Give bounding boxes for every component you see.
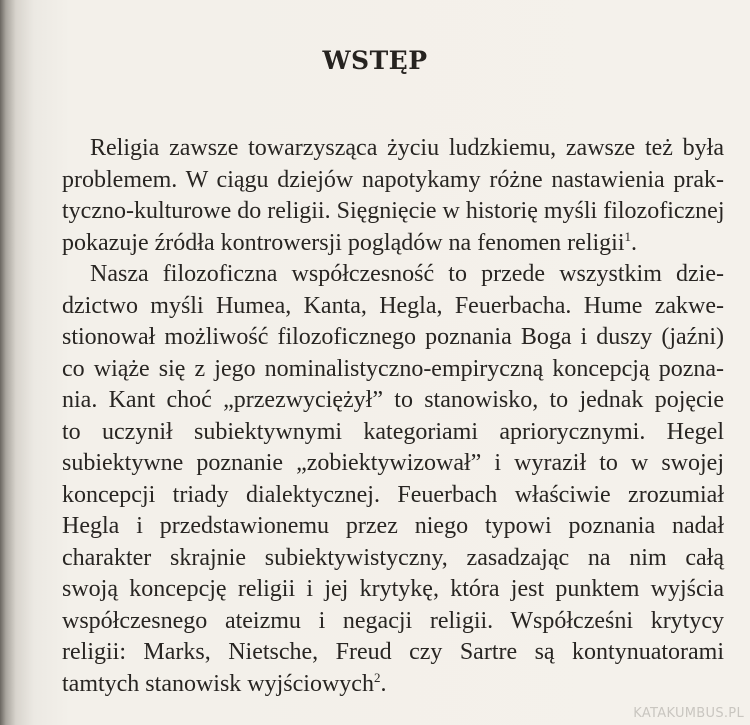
text-line: co wiąże się z jego nominalistyczno-empiryczną koncepcją pozna- [62,355,724,382]
text-line: problemem. W ciągu dziejów napotykamy różne nastawienia prak- [62,166,724,193]
text-line: swoją koncepcję religii i jej krytykę, która jest punktem wyjścia [62,576,724,602]
watermark: KATAKUMBUS.PL [633,706,744,721]
footnote-marker: 2 [373,669,381,685]
page-title: WSTĘP [322,46,428,75]
text-line: Religia zawsze towarzysząca życiu ludzkiemu, zawsze też była [90,135,724,161]
text-line: nia. Kant choć „przezwyciężył” to stanowisko, to jednak pojęcie [62,387,724,413]
text-line: stionował możliwość filozoficznego poznania Boga i duszy (jaźni) [62,324,724,350]
text-line: koncepcji triady dialektycznej. Feuerbach właściwie zrozumiał [62,481,724,508]
text-line: współczesnego ateizmu i negacji religii. Współcześni krytycy [62,607,724,634]
text-line: Nasza filozoficzna współczesność to przede wszystkim dzie- [90,261,724,287]
text-line: dzictwo myśli Humea, Kanta, Hegla, Feuerbacha. Hume zakwe- [62,292,724,319]
text-line: to uczynił subiektywnymi kategoriami apriorycznymi. Hegel [62,418,724,445]
text-line-final [62,228,724,260]
text-line-final [62,669,724,701]
sentence-end: . [631,229,637,256]
sentence-end: . [380,670,387,697]
footnote-marker: 1 [624,228,631,244]
text-line: tyczno-kulturowe do religii. Sięgnięcie w historię myśli filozoficznej [62,198,725,224]
text-fragment: tamtych stanowisk wyjściowych [62,670,374,697]
text-line: religii: Marks, Nietsche, Freud czy Sartre są kontynuatorami [62,639,724,665]
text-line: charakter skrajnie subiektywistyczny, zasadzając na nim całą [62,544,724,571]
body-text [62,133,724,700]
text-fragment: pokazuje źródła kontrowersji poglądów na fenomen religii [62,229,625,256]
text-line: Hegla i przedstawionemu przez niego typowi poznania nadał [62,513,724,539]
text-line: subiektywne poznanie „zobiektywizował” i wyraził to w swojej [62,450,724,476]
